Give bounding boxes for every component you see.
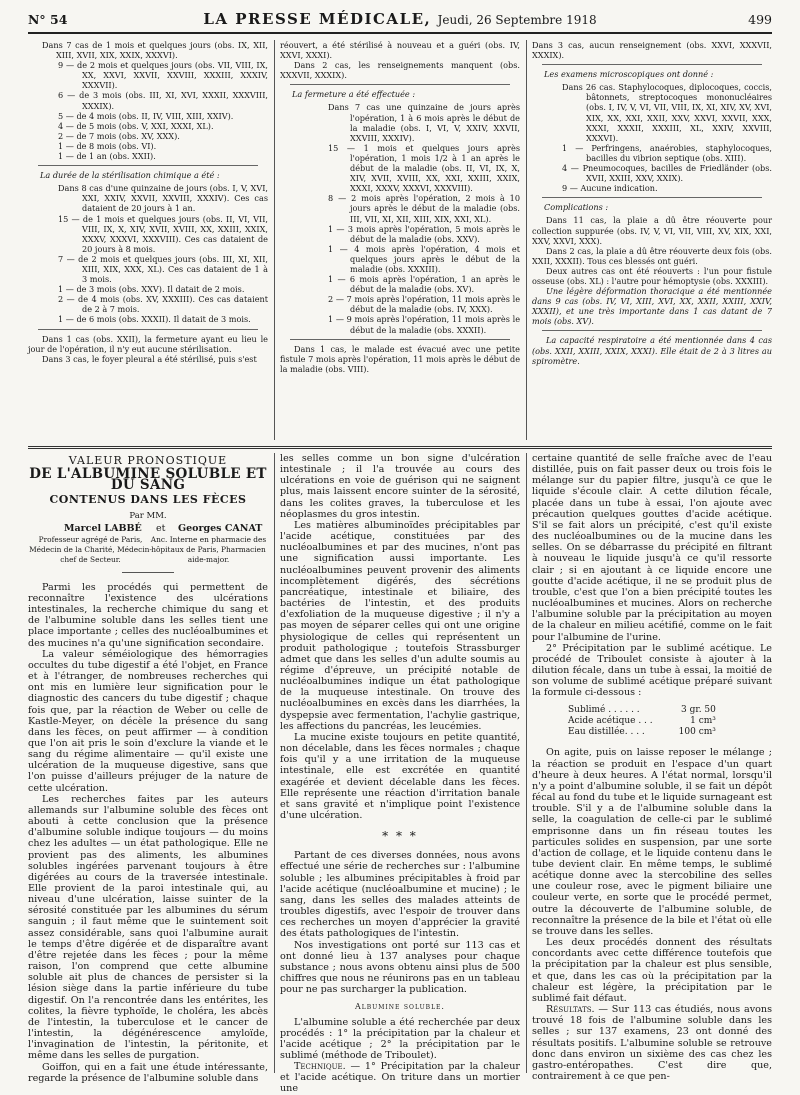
recipe-ingredient: Sublimé . . . . . . (568, 705, 640, 716)
article-kicker: VALEUR PRONOSTIQUE (68, 454, 228, 467)
duration-list (28, 60, 268, 161)
divider (542, 64, 762, 65)
list-item: 9 — de 2 mois et quelques jours (obs. VII, VIII, IX, XX, XXVI, XXVII, XXVIII, XXXIII, XXXIV, XXXVII). (58, 60, 268, 91)
technique-text: — 1° Précipitation par la chaleur et l'acide acétique. On triture dans un mortier une (280, 1061, 520, 1095)
paragraph: Les recherches faites par les auteurs allemands sur l'albumine soluble des fèces ont abouti à cette conclusion que la présence d'albumine soluble indique toujours — du moins chez les adultes — un état pathologique. Elle ne provient pas des aliments, les albumines solubles ingérées parvenant toujours à être digérées au cours de la traversée intestinale. Elle provient de la paroi intestinale qui, au niveau d'une ulcération, laisse suinter de la sérosité constituée par les albumines du sérum sanguin ; il faut même que le suintement soit assez considérable, sans quoi l'albumine aurait le temps d'être digérée et de disparaître avant d'être rejetée dans les fèces ; pour la même raison, l'on comprend que cette albumine soluble ait plus de chances de persister si la lésion siège dans la partie inférieure du tube digestif. On l'a rencontrée dans les entérites, les colites, la fièvre typhoïde, le choléra, les abcès de l'intestin, la tuberculose et le cancer de l'intestin, la dégénérescence amyloïde, l'invagination de l'intestin, la péritonite, et même dans les selles de purgation. (28, 793, 268, 1062)
list-item: 7 — de 2 mois et quelques jours (obs. III, XI, XII, XIII, XIX, XXX, XL). Ces cas dataient de 1 à 3 mois. (58, 253, 268, 285)
list-item: 2 — 7 mois après l'opération, 11 mois après le début de la maladie (obs. IV, XXX). (328, 294, 520, 315)
article-column-2 (280, 453, 520, 1095)
article-title: DE L'ALBUMINE SOLUBLE ET DU SANG (29, 466, 267, 494)
list-item: 15 — 1 mois et quelques jours après l'opération, 1 mois 1/2 à 1 an après le début de la maladie (obs. II, VI, IX, X, XIV, XVII, XVIII, XX, XXI, XXIII, XXIX, XXXI, XXXV, XXXVI, XXXVIII). (328, 142, 520, 194)
list-item: 6 — de 3 mois (obs. III, XI, XVI, XXXII, XXXVIII, XXXIX). (58, 90, 268, 111)
subheading: La fermeture a été effectuée : (292, 89, 416, 100)
microscopy-list (532, 82, 772, 193)
list-item: 1 — 4 mois après l'opération, 4 mois et quelques jours après le début de la maladie (obs. XXXIII). (328, 243, 520, 274)
top-column-2 (280, 40, 520, 440)
affiliation-2: Anc. Interne en pharmacie des hôpitaux de Paris, Pharmacien aide-major. (150, 534, 267, 564)
paragraph: Les matières albuminoïdes précipitables par l'acide acétique, constituées par des nucléoalbumines et par des mucines, n'ont pas une signification aussi importante. Les nucléoalbumines peuvent provenir des aliments incomplètement digérés, des sécrétions pancréatique, intestinale et biliaire, des bactéries de l'intestin, et des produits d'exfoliation de la muqueuse digestive ; il n'y a pas moyen de séparer celles qui ont une origine physiologique de celles qui représentent un produit pathologique ; toutefois Strassburger admet que dans les selles d'un adulte soumis au régime d'épreuve, un précipité notable de nucléoalbumines indique un état pathologique de la muqueuse intestinale. On trouve des nucléoalbumines en excès dans les diarrhées, la dyspepsie avec fermentation, l'achylie gastrique, les affections du pancréas, les leucémies. (280, 519, 520, 732)
list-item: Dans 26 cas. Staphylocoques, diplocoques, coccis, bâtonnets, streptocoques mononucléaires (obs. I, IV, V, VI, VII, VIII, IX, XI, XIV, XV, XVI, XIX, XX, XXI, XXII, XXV, XXVI, XXVII, XXX, XXXI, XXXII, XXXIII, XL, XXIV, XXVIII, XXXVI). (562, 82, 772, 143)
authors (28, 523, 268, 535)
paragraph: réouvert, a été stérilisé à nouveau et a guéri (obs. IV, XXVI, XXXI). (280, 40, 520, 61)
results-label: Résultats. (546, 1004, 595, 1016)
page-number: 499 (748, 12, 772, 27)
list-item: 9 — Aucune indication. (562, 183, 658, 194)
top-column-1 (28, 40, 268, 440)
list-item: 2 — de 4 mois (obs. XV, XXXIII). Ces cas dataient de 2 à 7 mois. (58, 294, 268, 315)
paragraph: Dans 2 cas, les renseignements manquent (obs. XXXVII, XXXIX). (280, 60, 520, 81)
list-item: 1 — de 8 mois (obs. VI). (58, 140, 157, 151)
section-separator (28, 446, 772, 449)
list-item: 15 — de 1 mois et quelques jours (obs. II, VI, VII, VIII, IX, X, XIV, XVII, XVIII, XX, XXIII, XXIX, XXXV, XXXVI, XXXVIII). Ces cas dataient de 20 jours à 8 mois. (58, 213, 268, 254)
list-item: 2 — de 7 mois (obs. XV, XXX). (58, 130, 180, 141)
list-item: 1 — de 6 mois (obs. XXXII). Il datait de 3 mois. (58, 314, 251, 325)
paragraph: Deux autres cas ont été réouverts : l'un pour fistule osseuse (obs. XL) : l'autre pour hémoptysie (obs. XXXIII). (532, 265, 772, 286)
paragraph: L'albumine soluble a été recherchée par deux procédés : 1° la précipitation par la chaleur et l'acide acétique ; 2° la précipitation par le sublimé (méthode de Triboulet). (280, 1016, 520, 1061)
section-title: Albumine soluble. (355, 1002, 445, 1012)
journal-title: LA PRESSE MÉDICALE, (203, 10, 432, 28)
byline-prefix: Par MM. (129, 510, 167, 521)
article-column-3 (532, 453, 772, 1082)
author-2: Georges CANAT (178, 522, 263, 534)
issue-number: N° 54 (28, 12, 68, 27)
divider (122, 572, 174, 573)
subheading: Complications : (544, 202, 609, 213)
column-rule (526, 453, 527, 1073)
divider (542, 330, 762, 331)
list-item: 1 — Perfringens, anaérobies, staphylocoques, bacilles du vibrion septique (obs. XIII). (562, 142, 772, 163)
author-1: Marcel LABBÉ (64, 522, 142, 534)
recipe-ingredient: Eau distillée. . . . (568, 727, 645, 738)
paragraph: Dans 3 cas, aucun renseignement (obs. XXVI, XXXVII, XXXIX). (532, 40, 772, 61)
divider (290, 84, 510, 85)
list-item: 1 — 3 mois après l'opération, 5 mois après le début de la maladie (obs. XXV). (328, 223, 520, 244)
paragraph: La valeur séméiologique des hémorragies occultes du tube digestif a été l'objet, en France et à l'étranger, de nombreuses recherches qui ont mis en lumière leur signification pour le diagnostic des cancers du tube digestif ; chaque fois que, par la réaction de Weber ou celle de Kastle-Meyer, on décèle la présence du sang dans les fèces, on peut affirmer — à condition que l'on ait pris le soin d'exclure la viande et le sang du régime alimentaire — qu'il existe une ulcération de la muqueuse digestive, sans que l'on puisse d'ailleurs préjuger de la nature de cette ulcération. (28, 648, 268, 794)
sterilization-list (28, 183, 268, 324)
divider (290, 339, 510, 340)
paragraph: Parmi les procédés qui permettent de reconnaître l'existence des ulcérations intestinales, la recherche chimique du sang et de l'albumine soluble dans les selles tient une place importante ; celles des nucléoalbumines et des mucines n'a qu'une signification secondaire. (28, 581, 268, 649)
paragraph: Dans 1 cas (obs. XXII), la fermeture ayant eu lieu le jour de l'opération, il n'y eut aucune stérilisation. (28, 333, 268, 354)
paragraph: La capacité respiratoire a été mentionnée dans 4 cas (obs. XXII, XXIII, XXIX, XXXI). Elle était de 2 à 3 litres au spiromètre. (532, 335, 772, 366)
subheading: La durée de la stérilisation chimique a été : (40, 170, 220, 181)
list-item: 4 — de 5 mois (obs. V, XXI, XXXI, XL). (58, 120, 214, 131)
paragraph: Dans 3 cas, le foyer pleural a été stérilisé, puis s'est (42, 353, 257, 364)
top-column-3 (532, 40, 772, 440)
recipe-quantity: 1 cm³ (690, 716, 716, 727)
list-item: Dans 7 cas une quinzaine de jours après l'opération, 1 à 6 mois après le début de la maladie (obs. I, VI, V, XXIV, XXVII, XXVIII, XXXIV). (328, 102, 520, 143)
list-item: 8 — 2 mois après l'opération, 2 mois à 10 jours après le début de la maladie (obs. III, VII, XI, XII, XIII, XIX, XXI, XL). (328, 193, 520, 224)
recipe-table (568, 705, 720, 738)
paragraph: Goiffon, qui en a fait une étude intéressante, regarde la présence de l'albumine soluble dans (28, 1061, 268, 1084)
article-column-1 (28, 453, 268, 1084)
author-conjunction: et (156, 522, 166, 534)
paragraph: les selles comme un bon signe d'ulcération intestinale ; il l'a trouvée au cours des ulcérations en voie de guérison qui ne saignent plus, mais laissent encore suinter de la sérosité, dans les colites graves, la tuberculose et les néoplasmes du gros intestin. (280, 453, 520, 520)
paragraph: La mucine existe toujours en petite quantité, non décelable, dans les fèces normales ; chaque fois qu'il y a une irritation de la muqueuse intestinale, elle est excrétée en quantité exagérée et devient décelable dans les fèces. Elle représente une réaction d'irritation banale et sans gravité et n'implique point l'existence d'une ulcération. (280, 731, 520, 821)
section-break-stars: * * * (382, 829, 418, 844)
technique-paragraph (280, 1061, 520, 1094)
paragraph: Dans 11 cas, la plaie a dû être réouverte pour collection suppurée (obs. IV, V, VI, VII, VIII, XV, XIX, XXI, XXV, XXVI, XXX). (532, 215, 772, 246)
column-rule (274, 453, 275, 1073)
divider (38, 165, 258, 166)
newspaper-page (28, 8, 772, 1095)
paragraph: Dans 1 cas, le malade est évacué avec une petite fistule 7 mois après l'opération, 11 mois après le début de la maladie (obs. VIII). (280, 343, 520, 374)
recipe-quantity: 100 cm³ (678, 727, 716, 738)
table-row (568, 727, 720, 738)
results-paragraph (532, 1004, 772, 1082)
divider (38, 329, 258, 330)
results-text: — Sur 113 cas étudiés, nous avons trouvé 18 fois de l'albumine soluble dans les selles ; sur 137 examens, 23 ont donné des résultats positifs. L'albumine soluble se retrouve donc dans environ un sixième des cas chez les gastro-entéropathes. C'est dire que, contrairement à ce que pen- (532, 1004, 772, 1082)
list-item: 1 — 9 mois après l'opération, 11 mois après le début de la maladie (obs. XXXII). (328, 314, 520, 335)
paragraph: 2° Précipitation par le sublimé acétique. Le procédé de Triboulet consiste à ajouter à la dilution fécale, dans un tube à essai, la moitié de son volume de sublimé acétique préparé suivant la formule ci-dessous : (532, 642, 772, 699)
recipe-ingredient: Acide acétique . . . (568, 716, 653, 727)
technique-label: Technique. (294, 1061, 346, 1073)
paragraph: Partant de ces diverses données, nous avons effectué une série de recherches sur : l'albumine soluble ; les albumines précipitables à froid par l'acide acétique (nucléoalbumine et mucine) ; le sang, dans les selles des malades atteints de troubles digestifs, avec l'espoir de trouver dans ces recherches un moyen d'apprécier la gravité des états pathologiques de l'intestin. (280, 850, 520, 940)
masthead (28, 10, 772, 28)
list-item: 4 — Pneumocoques, bacilles de Friedländer (obs. XVII, XXIII, XXV, XXIX). (562, 163, 772, 184)
paragraph: Dans 2 cas, la plaie a dû être réouverte deux fois (obs. XXII, XXXII). Tous ces blessés ont guéri. (532, 245, 772, 266)
column-rule (526, 40, 527, 440)
paragraph: Les deux procédés donnent des résultats concordants avec cette différence toutefois que la précipitation par la chaleur est plus sensible, et que, dans les cas où la précipitation par la chaleur est légère, la précipitation par le sublimé fait défaut. (532, 937, 772, 1004)
closure-list (280, 102, 520, 334)
subheading: Les examens microscopiques ont donné : (544, 69, 714, 80)
list-item: Dans 8 cas d'une quinzaine de jours (obs. I, V, XVI, XXI, XXIV, XXVII, XXVIII, XXXIV). Ces cas dataient de 20 jours à 1 an. (58, 183, 268, 214)
affiliations (28, 535, 268, 567)
paragraph: Une légère déformation thoracique a été mentionnée dans 9 cas (obs. IV, VI, XIII, XVI, XX, XXII, XXIII, XXIV, XXXII), et une très importante dans 1 cas datant de 7 mois (obs. XV). (532, 286, 772, 327)
list-item: 1 — 6 mois après l'opération, 1 an après le début de la maladie (obs. XV). (328, 274, 520, 295)
affiliation-1: Professeur agrégé de Paris, Médecin de la Charité, Médecin-chef de Secteur. (29, 534, 152, 564)
recipe-quantity: 3 gr. 50 (681, 705, 716, 716)
column-rule (274, 40, 275, 440)
article-subtitle: CONTENUS DANS LES FÈCES (49, 493, 247, 507)
issue-date: Jeudi, 26 Septembre 1918 (437, 13, 597, 27)
table-row (568, 716, 720, 727)
paragraph: Nos investigations ont porté sur 113 cas et ont donné lieu à 137 analyses pour chaque substance ; nous avons obtenu ainsi plus de 500 chiffres que nous ne réunirons pas en un tableau pour ne pas surcharger la publication. (280, 939, 520, 996)
list-item: 1 — de 1 an (obs. XXII). (58, 151, 156, 162)
paragraph: certaine quantité de selle fraîche avec de l'eau distillée, puis on fait passer deux ou trois fois le mélange sur du papier filtre, jusqu'à ce que le liquide s'écoule clair. A cette dilution fécale, placée dans un tube à essai, l'on ajoute avec précaution quelques gouttes d'acide acétique. S'il se fait alors un précipité, c'est qu'il existe des nucléoalbumines ou de la mucine dans les selles. On se débarrasse du précipité en filtrant à nouveau le liquide jusqu'à ce qu'il ressorte clair ; si en ajoutant à ce liquide encore une goutte d'acide acétique, il ne se produit plus de trouble, c'est que l'on a bien précipité toutes les nucléoalbumines et mucines. Alors on recherche l'albumine soluble par la précipitation au moyen de la chaleur en milieu acétifié, comme on le fait pour l'albumine de l'urine. (532, 453, 772, 643)
page-header (28, 8, 772, 34)
paragraph: On agite, puis on laisse reposer le mélange ; la réaction se produit en l'espace d'un quart d'heure à deux heures. A l'état normal, lorsqu'il n'y a point d'albumine soluble, il se fait un dépôt fécal au fond du tube et le liquide surnageant est trouble. S'il y a de l'albumine soluble dans la selle, la coagulation de celle-ci par le sublimé emprisonne dans un fin réseau toutes les particules solides en suspension, par une sorte d'action de collage, et le liquide contenu dans le tube devient clair. En même temps, le sublimé acétique donne avec la stercobiline des selles une couleur rose, avec le pigment biliaire une couleur verte, en sorte que le procédé permet, outre la découverte de l'albumine soluble, de reconnaître la présence de la bile et l'état où elle se trouve dans les selles. (532, 747, 772, 937)
divider (542, 197, 762, 198)
list-item: 1 — de 3 mois (obs. XXV). Il datait de 2 mois. (58, 284, 245, 295)
list-item: 5 — de 4 mois (obs. II, IV, VIII, XIII, XXIV). (58, 110, 234, 121)
table-row (568, 705, 720, 716)
duration-intro: Dans 7 cas de 1 mois et quelques jours (obs. IX, XII, XIII, XVII, XIX, XXIX, XXXVI). (42, 40, 268, 61)
